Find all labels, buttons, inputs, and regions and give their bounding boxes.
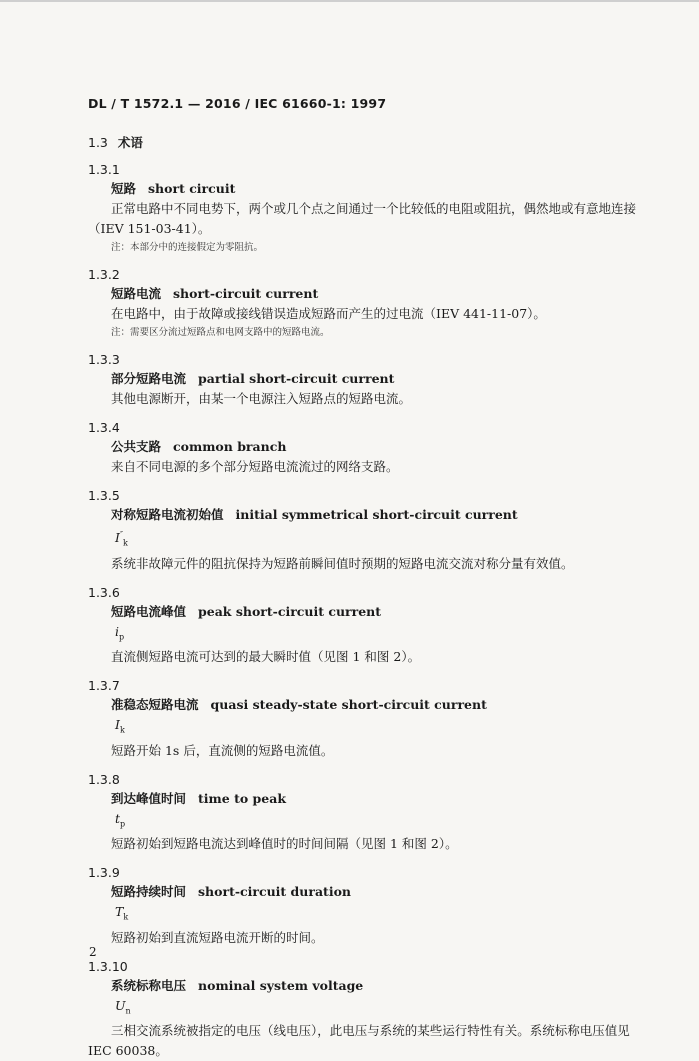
term-number: 1.3.5 (88, 488, 120, 503)
term-number: 1.3.4 (88, 420, 120, 435)
term-name (88, 437, 663, 457)
terms-list (88, 160, 663, 1061)
term-name-en: quasi steady-state short-circuit current (210, 697, 487, 713)
term-name (88, 976, 663, 996)
term-name-zh: 公共支路 (111, 439, 162, 454)
symbol-subscript: k (119, 725, 125, 735)
term-name (88, 882, 663, 902)
term-name (88, 179, 663, 199)
term-name (88, 602, 663, 622)
term-name-zh: 短路持续时间 (111, 884, 187, 900)
term-name-zh: 短路 (111, 181, 137, 196)
term-definition: 来自不同电源的多个部分短路电流流过的网络支路。 (111, 459, 399, 474)
term-number: 1.3.9 (88, 865, 120, 881)
term-definition: 正常电路中不同电势下，两个或几个点之间通过一个比较低的电阻或阻抗，偶然地或有意地连接 (111, 201, 637, 216)
term-number: 1.3.2 (88, 267, 120, 282)
term-name-en: initial symmetrical short-circuit current (235, 507, 518, 522)
term-name-zh: 系统标称电压 (111, 977, 187, 993)
symbol-letter: t (115, 810, 121, 826)
symbol-letter: T (115, 904, 124, 920)
term-name-en: short-circuit current (173, 286, 319, 301)
term-definition-continued: IEC 60038。 (88, 1043, 168, 1059)
term-name-zh: 准稳态短路电流 (111, 697, 199, 713)
term-name (88, 505, 663, 525)
section-number: 1.3 (88, 135, 108, 150)
term-definition: 直流侧短路电流可达到的最大瞬时值（见图 1 和图 2）。 (111, 649, 421, 665)
term-name-zh: 短路电流峰值 (111, 603, 187, 619)
term-number: 1.3.6 (88, 584, 120, 600)
term-name-en: short circuit (148, 181, 236, 196)
term-entry (88, 583, 663, 668)
term-entry (88, 957, 663, 1061)
term-definition: 其他电源断开，由某一个电源注入短路点的短路电流。 (111, 391, 412, 406)
term-entry (88, 863, 663, 948)
term-symbol (88, 622, 663, 648)
term-symbol (88, 996, 663, 1022)
term-definition: 三相交流系统被指定的电压（线电压），此电压与系统的某些运行特性有关。系统标称电压值见 (111, 1023, 630, 1039)
term-note: 注：本部分中的连接假定为零阻抗。 (111, 242, 264, 253)
symbol-subscript: k (122, 538, 128, 548)
term-definition: 在电路中，由于故障或接线错误造成短路而产生的过电流（IEV 441-11-07）。 (111, 306, 546, 321)
symbol-subscript: n (125, 1006, 131, 1016)
term-definition: 短路开始 1s 后，直流侧的短路电流值。 (111, 742, 334, 758)
term-name-en: nominal system voltage (198, 977, 364, 993)
term-definition: 短路初始到直流短路电流开断的时间。 (111, 929, 324, 945)
document-page (88, 96, 663, 1061)
term-name-zh: 到达峰值时间 (111, 790, 187, 806)
symbol-subscript: p (120, 819, 126, 829)
page-number: 2 (89, 945, 97, 959)
section-title-text: 术语 (117, 135, 143, 150)
symbol-letter: I (115, 530, 120, 546)
symbol-letter: I (115, 717, 120, 733)
term-entry (88, 160, 663, 256)
standard-header: DL / T 1572.1 — 2016 / IEC 61660-1: 1997 (88, 96, 387, 111)
term-name-en: short-circuit duration (198, 884, 352, 900)
term-name-en: common branch (173, 439, 287, 454)
symbol-letter: U (115, 997, 126, 1013)
term-entry (88, 265, 663, 341)
term-entry (88, 350, 663, 409)
symbol-letter: i (115, 623, 119, 639)
term-name-en: peak short-circuit current (198, 603, 382, 619)
term-name-en: partial short-circuit current (198, 371, 395, 386)
term-entry (88, 418, 663, 477)
term-name-zh: 对称短路电流初始值 (111, 507, 224, 522)
term-name-en: time to peak (198, 790, 286, 806)
term-name (88, 369, 663, 389)
term-name (88, 695, 663, 715)
term-definition: 短路初始到短路电流达到峰值时的时间间隔（见图 1 和图 2）。 (111, 836, 458, 852)
top-rule (0, 0, 699, 2)
symbol-superscript: ″ (119, 530, 123, 539)
term-name-zh: 短路电流 (111, 286, 162, 301)
term-number: 1.3.10 (88, 958, 128, 974)
term-symbol (88, 902, 663, 928)
symbol-subscript: k (123, 912, 129, 922)
term-symbol (88, 715, 663, 741)
section-title (88, 133, 663, 151)
term-entry (88, 770, 663, 855)
term-number: 1.3.1 (88, 162, 120, 177)
term-symbol (88, 809, 663, 835)
term-name-zh: 部分短路电流 (111, 371, 187, 386)
term-entry (88, 486, 663, 574)
term-number: 1.3.8 (88, 771, 120, 787)
term-definition-continued: （IEV 151-03-41）。 (88, 221, 211, 236)
term-name (88, 789, 663, 809)
term-number: 1.3.3 (88, 352, 120, 367)
symbol-subscript: p (119, 632, 125, 642)
term-entry (88, 676, 663, 761)
term-symbol (88, 525, 663, 554)
term-name (88, 284, 663, 304)
term-definition: 系统非故障元件的阻抗保持为短路前瞬间值时预期的短路电流交流对称分量有效值。 (111, 555, 574, 571)
term-note: 注：需要区分流过短路点和电网支路中的短路电流。 (111, 327, 330, 338)
term-number: 1.3.7 (88, 678, 120, 694)
